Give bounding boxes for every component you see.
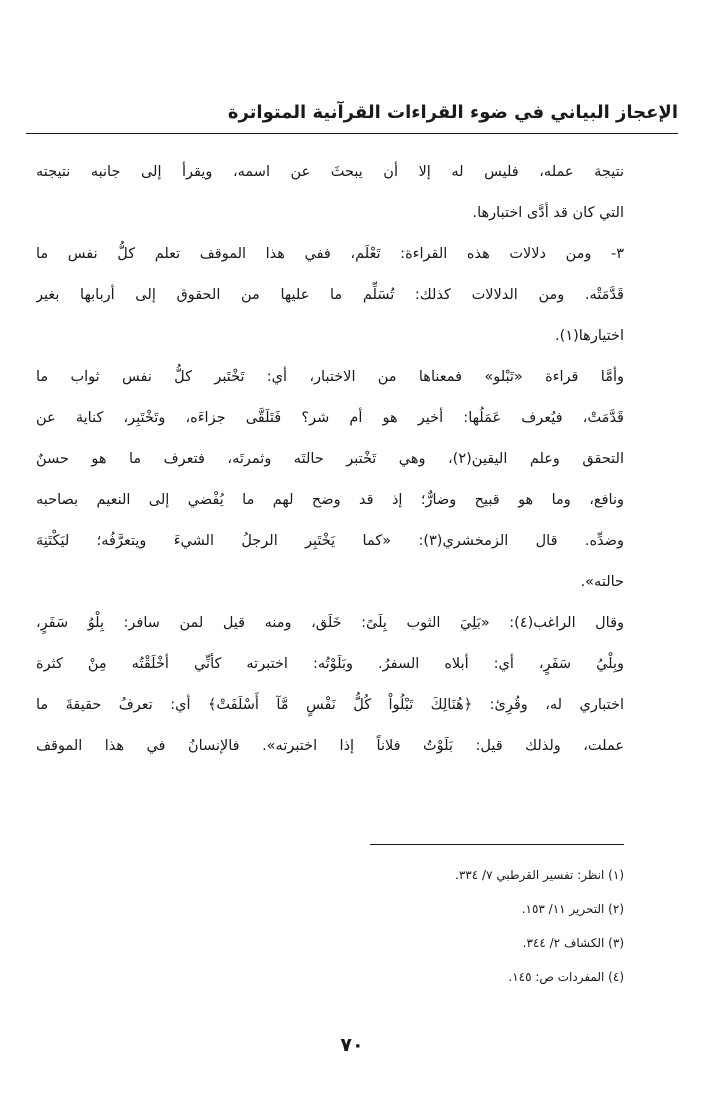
header-rule [26,133,678,134]
footnote: (٢) التحرير ١١/ ١٥٣. [521,902,624,916]
footnote: (٤) المفردات ص: ١٤٥. [508,970,624,984]
body-line: ٣- ومن دلالات هذه القراءة: تَعْلَم، ففي هذا الموقف تعلم كلُّ نفس ما [36,246,624,262]
footnote-separator [370,844,624,845]
body-line: ونافع، وما هو قبيح وضارٌّ؛ إذ قد وضح لهم ما يُفْضي إلى النعيم بصاحبه [36,492,624,508]
body-line: وأمَّا قراءة «تَبْلو» فمعناها من الاختبار، أي: تَخْتَبر كلُّ نفس ثواب ما [36,369,624,385]
body-line: وبِلْيُ سَفَرٍ، أي: أبلاه السفرُ. وبَلَوْتُه: اختبرته كأنِّي أخْلَقْتُه مِنْ كثرة [36,656,624,672]
body-line: التي كان قد أدَّى اختبارها. [472,205,624,221]
body-line: حالته». [580,574,624,590]
body-line: نتيجة عمله، فليس له إلا أن يبحثَ عن اسمه، ويقرأ إلى جانبه نتيجته [36,164,624,180]
body-text [36,152,624,767]
body-line: قَدَّمَتْ، فيُعرف عَمَلُها: أخير هو أم شر؟ فَتَلَقَّى جزاءَه، وتَخْتَبِر، كناية عن [36,410,624,426]
body-line: وضدِّه. قال الزمخشري(٣): «كما يَخْتَبِر الرجلُ الشيءَ ويتعرَّفُه؛ ليَكْتَنِهَ [36,533,624,549]
body-line: وقال الراغب(٤): «بَلِيَ الثوب بِلَىً: خَلَق، ومنه قيل لمن سافر: بِلْوُ سَفَرٍ، [36,615,624,631]
footnote: (٣) الكشاف ٢/ ٣٤٤. [522,936,624,950]
body-line: اختيارها(١). [555,328,624,344]
body-line: التحقق وعلم اليقين(٢)، وهي تَخْتبر حالتَه وثمرتَه، فتعرف ما هو حسنٌ [36,451,624,467]
running-header-title: الإعجاز البياني في ضوء القراءات القرآنية المتواترة [227,102,678,123]
footnote: (١) انظر: تفسير القرطبي ٧/ ٣٣٤. [455,868,624,882]
body-line: قَدَّمَتْه. ومن الدلالات كذلك: تُسَلِّم ما عليها من الحقوق إلى أربابها بغير [36,287,624,303]
body-line: اختباري له، وقُرِئ: ﴿هُنَالِكَ تَبْلُواْ كُلُّ نَفْسٍ مَّآ أَسْلَفَتْ﴾ أي: تعرفُ حقيقةَ ما [36,697,624,713]
body-line: عملت، ولذلك قيل: بَلَوْتُ فلاناً إذا اختبرته». فالإنسانُ في هذا الموقف [36,738,624,754]
footnotes [36,858,624,994]
page-number: ٧٠ [340,1034,364,1056]
